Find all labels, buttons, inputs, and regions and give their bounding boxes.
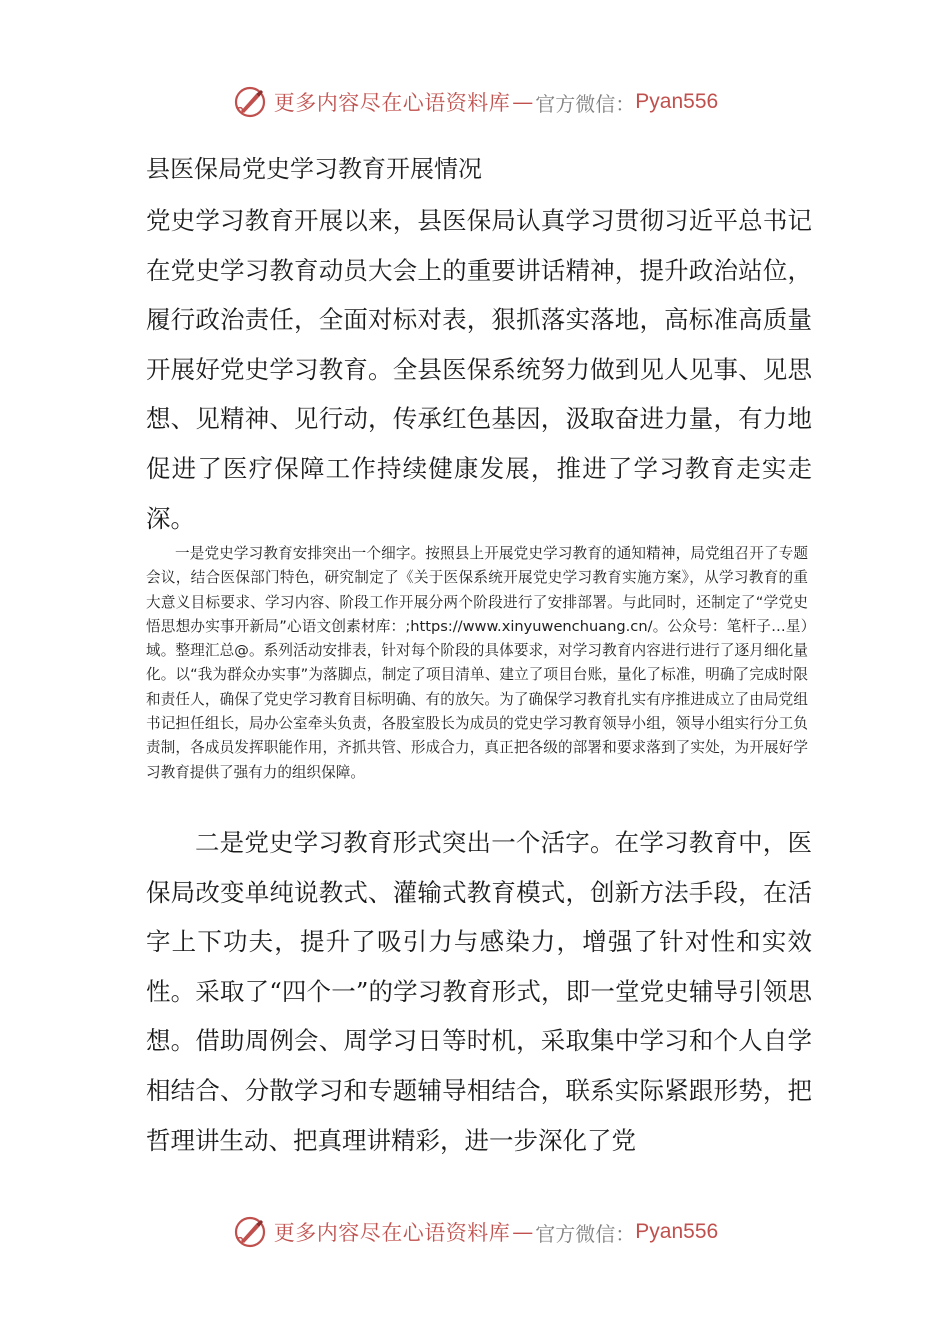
wechat-label: 官方微信： xyxy=(535,1221,636,1246)
site-name: 更多内容尽在心语资料库 xyxy=(273,1221,511,1245)
wechat-id: Pyan556 xyxy=(635,90,719,113)
pen-nib-logo-icon xyxy=(232,1214,268,1250)
wechat-id: Pyan556 xyxy=(635,1220,719,1243)
wechat-label: 官方微信： xyxy=(535,91,636,116)
banner-dash: — xyxy=(512,1220,534,1244)
site-name: 更多内容尽在心语资料库 xyxy=(273,91,511,115)
footer-banner xyxy=(0,1212,950,1252)
intro-paragraph: 党史学习教育开展以来，县医保局认真学习贯彻习近平总书记在党史学习教育动员大会上的重要讲话精神，提升政治站位，履行政治责任，全面对标对表，狠抓落实落地，高标准高质量开展好党史学习教育。全县医保系统努力做到见人见事、见思想、见精神、见行动，传承红色基因，汲取奋进力量，有力地促进了医疗保障工作持续健康发展，推进了学习教育走实走深。 xyxy=(146,206,812,533)
section-two-paragraph: 二是党史学习教育形式突出一个活字。在学习教育中，医保局改变单纯说教式、灌输式教育模式，创新方法手段，在活字上下功夫，提升了吸引力与感染力，增强了针对性和实效性。采取了“四个一”的学习教育形式，即一堂党史辅导引领思想。借助周例会、周学习日等时机，采取集中学习和个人自学相结合、分散学习和专题辅导相结合，联系实际紧跟形势，把哲理讲生动、把真理讲精彩，进一步深化了党 xyxy=(146,828,812,1155)
header-banner xyxy=(0,82,950,122)
pen-nib-logo-icon xyxy=(232,84,268,120)
document-title: 县医保局党史学习教育开展情况 xyxy=(146,155,482,183)
banner-dash: — xyxy=(512,90,534,114)
section-one-paragraph: 一是党史学习教育安排突出一个细字。按照县上开展党史学习教育的通知精神，局党组召开了专题会议，结合医保部门特色，研究制定了《关于医保系统开展党史学习教育实施方案》，从学习教育的重大意义目标要求、学习内容、阶段工作开展分两个阶段进行了安排部署。与此同时，还制定了“学党史悟思想办实事开新局”心语文创素材库：;https://www.xinyuwenchuang.cn/。公众号：笔杆子…星）域。整理汇总@。系列活动安排表，针对每个阶段的具体要求，对学习教育内容进行进行了逐月细化量化。以“我为群众办实事”为落脚点，制定了项目清单、建立了项目台账，量化了标准，明确了完成时限和责任人，确保了党史学习教育目标明确、有的放矢。为了确保学习教育扎实有序推进成立了由局党组书记担任组长，局办公室牵头负责，各股室股长为成员的党史学习教育领导小组，领导小组实行分工负责制，各成员发挥职能作用，齐抓共管、形成合力，真正把各级的部署和要求落到了实处，为开展好学习教育提供了强有力的组织保障。 xyxy=(146,545,808,781)
